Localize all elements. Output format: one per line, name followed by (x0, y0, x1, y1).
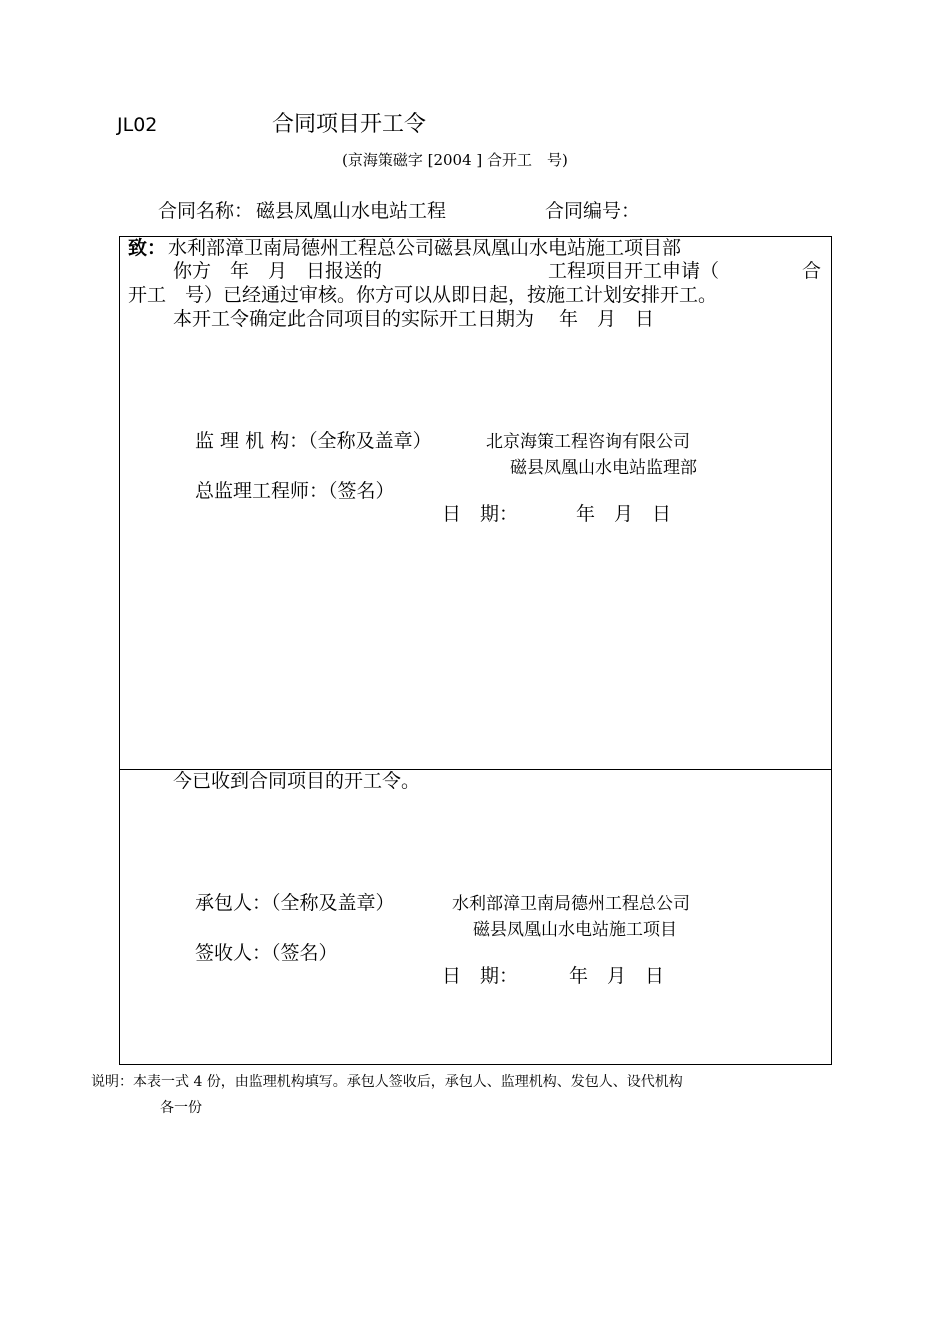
order-date-value: 年 月 日 (576, 503, 672, 525)
note-line2: 各一份 (160, 1100, 202, 1116)
contract-name-label: 合同名称： (158, 200, 254, 222)
supervisor-name: 北京海策工程咨询有限公司 (486, 432, 690, 452)
recipient-name: 水利部漳卫南局德州工程总公司磁县凤凰山水电站施工项目部 (168, 237, 682, 259)
receipt-text: 今已收到合同项目的开工令。 (173, 770, 421, 792)
order-line3: 本开工令确定此合同项目的实际开工日期为 年 月 日 (173, 308, 655, 330)
supervisor-dept: 磁县凤凰山水电站监理部 (510, 458, 697, 478)
page-title: 合同项目开工令 (272, 112, 427, 137)
order-form-table (119, 236, 832, 1065)
order-line1-b: 工程项目开工申请（ (548, 260, 720, 282)
order-line1-c: 合 (802, 260, 822, 282)
note-line1: 说明：本表一式 4 份，由监理机构填写。承包人签收后，承包人、监理机构、发包人、设代机构 (91, 1074, 683, 1090)
supervisor-label: 监 理 机 构：（全称及盖章） (195, 430, 432, 452)
contract-name-value: 磁县凤凰山水电站工程 (256, 200, 447, 222)
document-number: (京海策磁字 [2004 ] 合开工 号) (342, 151, 568, 169)
contract-number-label: 合同编号： (545, 200, 641, 222)
to-label: 致： (128, 237, 167, 259)
order-date-label: 日 期： (442, 503, 519, 525)
contractor-name: 水利部漳卫南局德州工程总公司 (452, 894, 690, 914)
signer-label: 签收人：（签名） (195, 942, 338, 964)
contractor-label: 承包人：（全称及盖章） (195, 892, 395, 914)
order-line1-a: 你方 年 月 日报送的 (173, 260, 383, 282)
receipt-date-label: 日 期： (442, 965, 519, 987)
form-code: JL02 (117, 114, 158, 136)
engineer-signature-label: 总监理工程师：（签名） (195, 480, 395, 502)
receipt-date-value: 年 月 日 (569, 965, 665, 987)
order-line2: 开工 号）已经通过审核。你方可以从即日起，按施工计划安排开工。 (128, 284, 718, 306)
contractor-dept: 磁县凤凰山水电站施工项目 (473, 920, 677, 940)
